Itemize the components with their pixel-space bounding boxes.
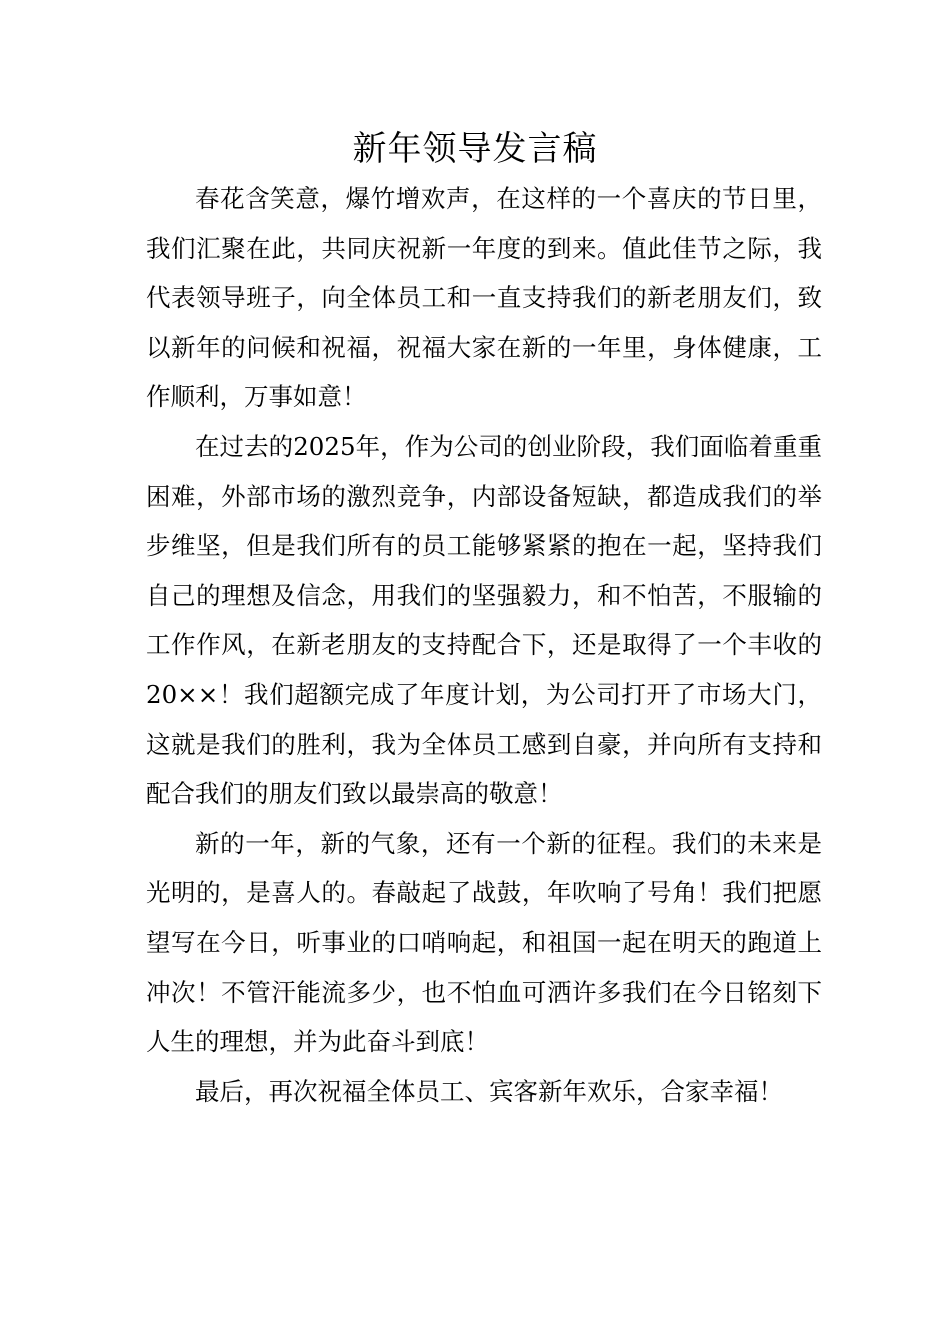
document-title: 新年领导发言稿 xyxy=(352,129,598,169)
paragraph-4: 最后，再次祝福全体员工、宾客新年欢乐，合家幸福！ xyxy=(195,1076,783,1106)
paragraph-3: 新的一年，新的气象，还有一个新的征程。我们的未来是光明的，是喜人的。春敲起了战鼓，年吹响了号角！我们把愿望写在今日，听事业的口哨响起，和祖国一起在明天的跑道上冲次！不管汗能流多少，也不怕血可洒许多我们在今日铭刻下人生的理想，并为此奋斗到底！ xyxy=(146,828,822,1057)
paragraph-2: 在过去的2025年，作为公司的创业阶段，我们面临着重重困难，外部市场的激烈竞争，内部设备短缺，都造成我们的举步维坚，但是我们所有的员工能够紧紧的抱在一起，坚持我们自己的理想及信念，用我们的坚强毅力，和不怕苦，不服输的工作作风，在新老朋友的支持配合下，还是取得了一个丰收的20××！我们超额完成了年度计划，为公司打开了市场大门，这就是我们的胜利，我为全体员工感到自豪，并向所有支持和配合我们的朋友们致以最崇高的敬意！ xyxy=(146,431,822,809)
paragraph-1: 春花含笑意，爆竹增欢声，在这样的一个喜庆的节日里，我们汇聚在此，共同庆祝新一年度的到来。值此佳节之际，我代表领导班子，向全体员工和一直支持我们的新老朋友们，致以新年的问候和祝福，祝福大家在新的一年里，身体健康，工作顺利，万事如意！ xyxy=(146,184,822,412)
document-body xyxy=(146,174,822,1116)
